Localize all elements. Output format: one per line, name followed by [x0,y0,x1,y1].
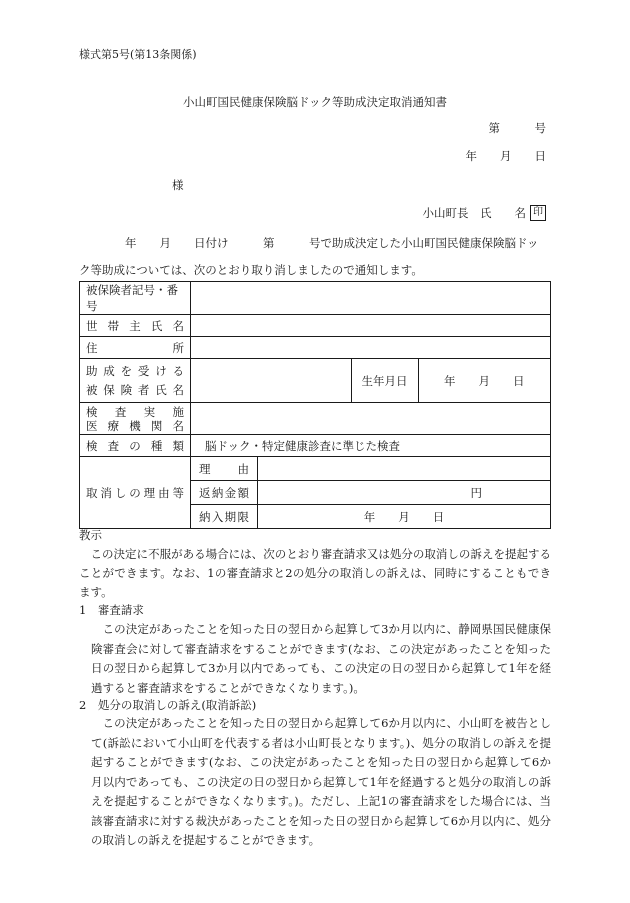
table-row [80,315,551,337]
sender-name: 小山町長 氏 名 [422,206,526,220]
refund-unit: 円 [470,485,482,500]
recipient-name-value [191,359,352,403]
section1-body: この決定があったことを知った日の翌日から起算して3か月以内に、静岡県国民健康保険審査会に対して審査請求をすることができます(なお、この決定があったことを知った日の翌日から起算して3か月以内であっても、この決定の日の翌日から起算して1年を経過すると審査請求をすることができなくなります。)。 [91,622,551,695]
exam-type-label: 検査の種類 [80,435,191,457]
birthdate-value: 年 月 日 [418,359,550,403]
table-row [80,359,551,403]
section2-body: この決定があったことを知った日の翌日から起算して6か月以内に、小山町を被告として(訴訟において小山町を代表する者は小山町長となります。)、処分の取消しの訴えを提起することができます(なお、この決定があったことを知った日の翌日から起算して6か月以内であっても、この決定の日の翌日から起算して1年を経過すると処分の取消しの訴えを提起することができなくなります。)。ただし、上記1の審査請求をした場合には、当該審査請求に対する裁決があったことを知った日の翌日から起算して6か月以内に、処分の取消しの訴えを提起することができます。 [91,716,551,847]
refund-amount-label: 返納金額 [191,481,258,505]
section2-title: 2 処分の取消しの訴え(取消訴訟) [79,698,257,712]
household-head-value [191,315,551,337]
document-number: 第 号 [488,121,546,135]
refund-amount-value [258,481,551,505]
recipient-label-line1: 助成を受ける [86,363,184,378]
facility-label-line1: 検査実施 [86,404,184,419]
table-row [80,435,551,457]
household-head-label: 世帯主氏名 [80,315,191,337]
table-row [80,403,551,435]
document-date: 年 月 日 [465,149,546,163]
table-row [80,457,551,481]
reason-value [258,457,551,481]
cancellation-details-table [79,281,551,529]
due-date-value: 年 月 日 [258,505,551,529]
table-row [80,337,551,359]
exam-type-value: 脳ドック・特定健康診査に準じた検査 [191,435,551,457]
seal-mark: 印 [530,205,546,221]
notice-heading: 教示 [79,528,102,542]
facility-label-line2: 医療機関名 [86,418,184,433]
cancel-reason-label: 取消しの理由等 [80,457,191,529]
facility-label [80,403,191,435]
due-date-label: 納入期限 [191,505,258,529]
recipient-label-line2: 被保険者氏名 [86,382,184,397]
facility-value [191,403,551,435]
address-label: 住所 [80,337,191,359]
insured-number-value [191,282,551,315]
addressee-honorific: 様 [172,178,184,192]
document-title: 小山町国民健康保険脳ドック等助成決定取消通知書 [182,95,448,109]
recipient-name-label [80,359,191,403]
notice-intro: この決定に不服がある場合には、次のとおり審査請求又は処分の取消しの訴えを提起することができます。なお、1の審査請求と2の処分の取消しの訴えは、同時にすることもできます。 [79,547,551,599]
insured-number-label: 被保険者記号・番号 [80,282,191,315]
form-number: 様式第5号(第13条関係) [79,48,197,61]
reason-label: 理由 [191,457,258,481]
table-row [80,282,551,315]
section1-title: 1 審査請求 [79,603,144,617]
address-value [191,337,551,359]
intro-line-1: 年 月 日付け 第 号で助成決定した小山町国民健康保険脳ドッ [125,236,539,250]
intro-line-2: ク等助成については、次のとおり取り消しましたので通知します。 [79,263,423,277]
sender-block [423,205,547,221]
birthdate-label: 生年月日 [351,359,418,403]
